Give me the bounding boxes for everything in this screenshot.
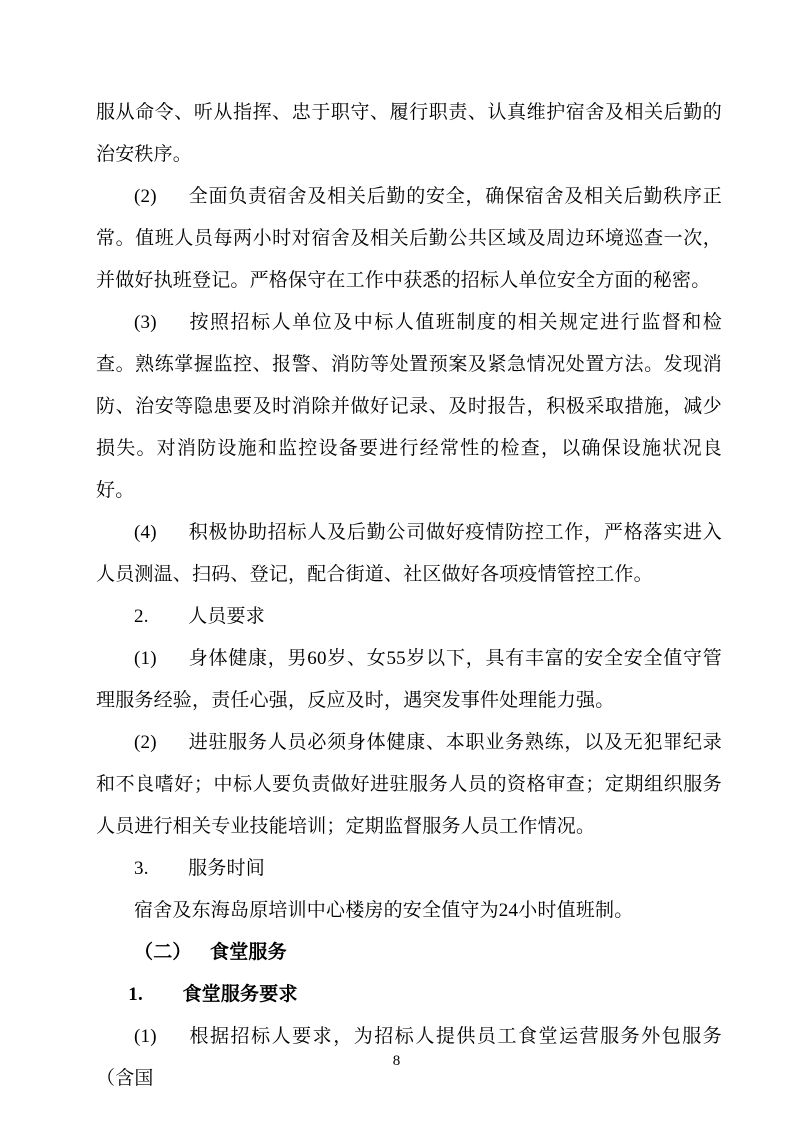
section-heading-canteen-requirements: [96, 974, 722, 1016]
subsection-title-personnel: [96, 596, 722, 638]
paragraph-text: 服务时间: [188, 858, 265, 879]
paragraph-text: 人员要求: [188, 606, 265, 627]
paragraph-text: 根据招标人要求，为招标人提供员工食堂运营服务外包服务（含国: [96, 1026, 722, 1089]
list-marker: (2): [134, 732, 157, 753]
paragraph-continuation: [96, 92, 722, 176]
paragraph-text: 全面负责宿舍及相关后勤的安全，确保宿舍及相关后勤秩序正常。值班人员每两小时对宿舍及相关后勤公共区域及周边环境巡查一次，并做好执班登记。严格保守在工作中获悉的招标人单位安全方面的秘密。: [96, 186, 722, 291]
paragraph-text: 服从命令、听从指挥、忠于职守、履行职责、认真维护宿舍及相关后勤的治安秩序。: [96, 102, 722, 165]
list-marker: (1): [134, 1026, 157, 1047]
heading-text: 食堂服务要求: [182, 984, 298, 1005]
paragraph-item-4: [96, 512, 722, 596]
paragraph-text: 宿舍及东海岛原培训中心楼房的安全值守为24小时值班制。: [134, 900, 634, 921]
paragraph-item-2b: [96, 722, 722, 848]
list-marker: (4): [134, 522, 157, 543]
paragraph-text: 身体健康，男60岁、女55岁以下，具有丰富的安全安全值守管理服务经验，责任心强，反应及时，遇突发事件处理能力强。: [96, 648, 722, 711]
paragraph-item-1: [96, 638, 722, 722]
paragraph-text: 积极协助招标人及后勤公司做好疫情防控工作，严格落实进入人员测温、扫码、登记，配合街道、社区做好各项疫情管控工作。: [96, 522, 722, 585]
document-body: [96, 92, 722, 1100]
list-marker: 3.: [134, 858, 149, 879]
list-marker: (3): [134, 312, 157, 333]
section-marker: （二）: [134, 942, 192, 963]
paragraph-item-3: [96, 302, 722, 512]
paragraph-text: 按照招标人单位及中标人值班制度的相关规定进行监督和检查。熟练掌握监控、报警、消防等处置预案及紧急情况处置方法。发现消防、治安等隐患要及时消除并做好记录、及时报告，积极采取措施，减少损失。对消防设施和监控设备要进行经常性的检查，以确保设施状况良好。: [96, 312, 722, 501]
list-marker: 2.: [134, 606, 149, 627]
subsection-title-service-time: [96, 848, 722, 890]
page-number: 8: [392, 1053, 401, 1069]
section-heading-canteen-service: [96, 932, 722, 974]
list-marker: (1): [134, 648, 157, 669]
paragraph-text: 进驻服务人员必须身体健康、本职业务熟练，以及无犯罪纪录和不良嗜好；中标人要负责做好进驻服务人员的资格审查；定期组织服务人员进行相关专业技能培训；定期监督服务人员工作情况。: [96, 732, 722, 837]
list-marker: (2): [134, 186, 157, 207]
heading-text: 食堂服务: [210, 942, 287, 963]
section-marker: 1.: [128, 984, 143, 1005]
paragraph-item-2: [96, 176, 722, 302]
paragraph-service-time: [96, 890, 722, 932]
